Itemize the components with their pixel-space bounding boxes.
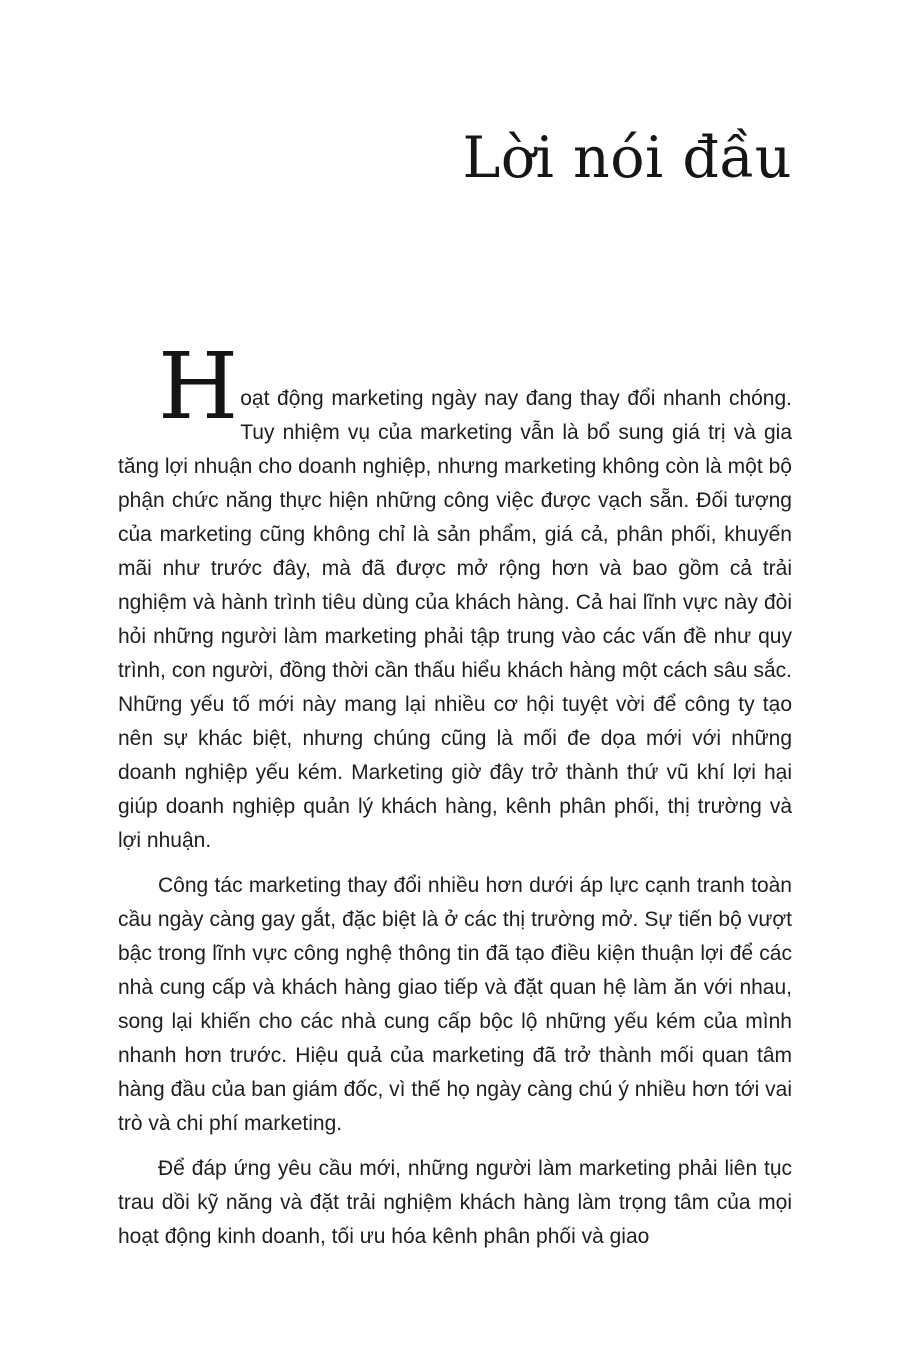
chapter-body <box>118 333 792 1254</box>
chapter-title: Lời nói đầu <box>462 125 792 191</box>
drop-cap: H <box>158 333 239 440</box>
paragraph-3: Để đáp ứng yêu cầu mới, những người làm marketing phải liên tục trau dồi kỹ năng và đặt trải nghiệm khách hàng làm trọng tâm của mọi hoạt động kinh doanh, tối ưu hóa kênh phân phối và giao <box>118 1157 792 1248</box>
paragraph-1 <box>118 333 792 858</box>
paragraph-2: Công tác marketing thay đổi nhiều hơn dưới áp lực cạnh tranh toàn cầu ngày càng gay gắt, đặc biệt là ở các thị trường mở. Sự tiến bộ vượt bậc trong lĩnh vực công nghệ thông tin đã tạo điều kiện thuận lợi để các nhà cung cấp và khách hàng giao tiếp và đặt quan hệ làm ăn với nhau, song lại khiến cho các nhà cung cấp bộc lộ những yếu kém của mình nhanh hơn trước. Hiệu quả của marketing đã trở thành mối quan tâm hàng đầu của ban giám đốc, vì thế họ ngày càng chú ý nhiều hơn tới vai trò và chi phí marketing. <box>118 874 792 1135</box>
paragraph-1-text: oạt động marketing ngày nay đang thay đổi nhanh chóng. Tuy nhiệm vụ của marketing vẫn là bổ sung giá trị và gia tăng lợi nhuận cho doanh nghiệp, nhưng marketing không còn là một bộ phận chức năng thực hiện những công việc được vạch sẵn. Đối tượng của marketing cũng không chỉ là sản phẩm, giá cả, phân phối, khuyến mãi như trước đây, mà đã được mở rộng hơn và bao gồm cả trải nghiệm và hành trình tiêu dùng của khách hàng. Cả hai lĩnh vực này đòi hỏi những người làm marketing phải tập trung vào các vấn đề như quy trình, con người, đồng thời cần thấu hiểu khách hàng một cách sâu sắc. Những yếu tố mới này mang lại nhiều cơ hội tuyệt vời để công ty tạo nên sự khác biệt, nhưng chúng cũng là mối đe dọa mới với những doanh nghiệp yếu kém. Marketing giờ đây trở thành thứ vũ khí lợi hại giúp doanh nghiệp quản lý khách hàng, kênh phân phối, thị trường và lợi nhuận. <box>118 387 792 852</box>
